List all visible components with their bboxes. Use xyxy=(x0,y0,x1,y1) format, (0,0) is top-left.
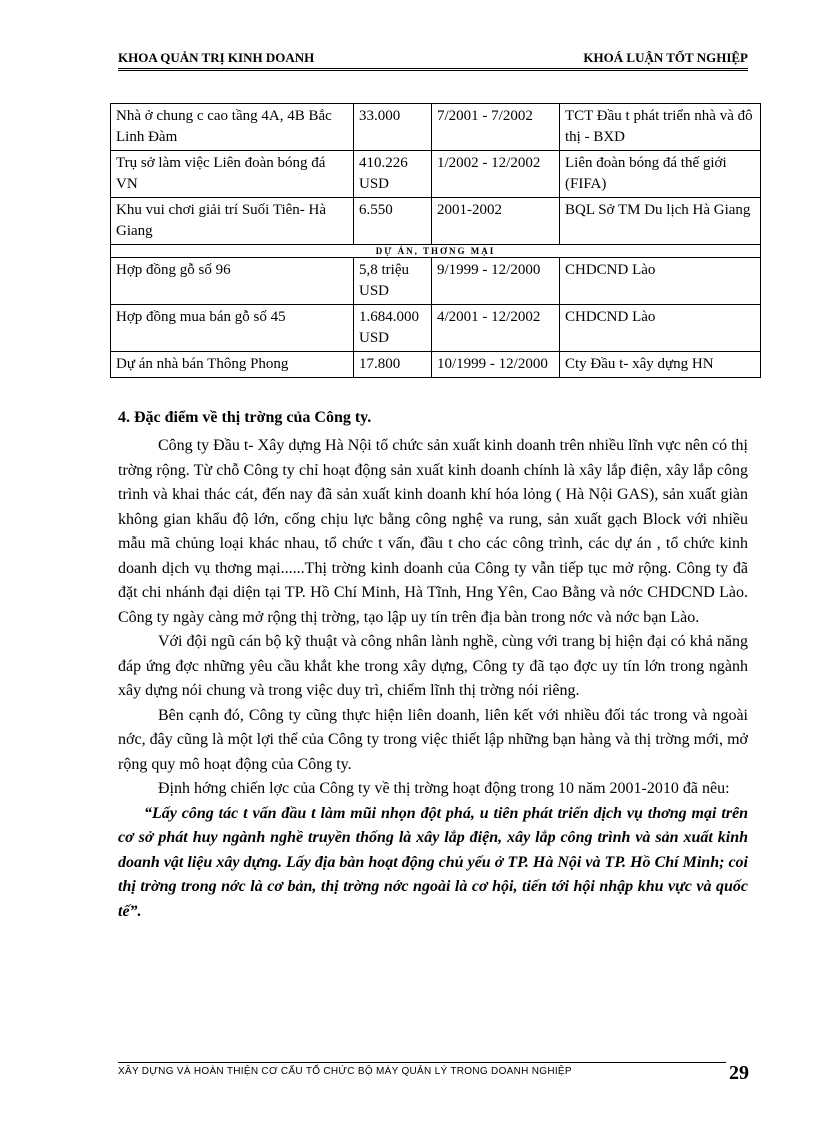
table-row xyxy=(111,305,761,352)
project-period-cell: 1/2002 - 12/2002 xyxy=(432,151,560,198)
project-owner-cell: Cty Đầu t- xây dựng HN xyxy=(560,352,761,378)
header-faculty: KHOA QUẢN TRỊ KINH DOANH xyxy=(118,50,315,65)
project-name-cell: Hợp đồng gỗ số 96 xyxy=(111,258,354,305)
project-name-cell: Dự án nhà bán Thông Phong xyxy=(111,352,354,378)
paragraph: Với đội ngũ cán bộ kỹ thuật và công nhân lành nghề, cùng với trang bị hiện đại có khả năng đáp ứng đợc những yêu cầu khắt khe trong xây dựng, Công ty đã tạo đợc uy tín lớn trong ngành xây dựng nói chung và trong việc duy trì, chiếm lĩnh thị trờng nói riêng. xyxy=(118,633,748,699)
table-row xyxy=(111,104,761,151)
project-name-cell: Trụ sở làm việc Liên đoàn bóng đá VN xyxy=(111,151,354,198)
table-row xyxy=(111,151,761,198)
project-value-cell: 410.226 USD xyxy=(354,151,432,198)
project-owner-cell: CHDCND Lào xyxy=(560,258,761,305)
project-name-cell: Hợp đồng mua bán gỗ số 45 xyxy=(111,305,354,352)
table-row xyxy=(111,258,761,305)
project-owner-cell: Liên đoàn bóng đá thế giới (FIFA) xyxy=(560,151,761,198)
table-row xyxy=(111,352,761,378)
project-value-cell: 6.550 xyxy=(354,198,432,245)
project-period-cell: 9/1999 - 12/2000 xyxy=(432,258,560,305)
strategy-quote: “Lấy công tác t vấn đầu t làm mũi nhọn đột phá, u tiên phát triển dịch vụ thơng mại trên cơ sở phát huy ngành nghề truyền thống là xây lắp điện, xây lắp công trình và sản xuất kinh doanh vật liệu xây dựng. Lấy địa bàn hoạt động chủ yếu ở TP. Hà Nội và TP. Hồ Chí Minh; coi thị trờng trong nớc là cơ bản, thị trờng nớc ngoài là cơ hội, tiến tới hội nhập khu vực và quốc tế”. xyxy=(118,804,748,920)
project-owner-cell: BQL Sở TM Du lịch Hà Giang xyxy=(560,198,761,245)
body-text xyxy=(118,434,748,924)
table-section-label: DỰ ÁN, THƠNG MẠI xyxy=(111,245,761,258)
table-row xyxy=(111,198,761,245)
project-owner-cell: CHDCND Lào xyxy=(560,305,761,352)
project-period-cell: 4/2001 - 12/2002 xyxy=(432,305,560,352)
page-header xyxy=(118,50,748,71)
project-owner-cell: TCT Đầu t phát triển nhà và đô thị - BXD xyxy=(560,104,761,151)
project-period-cell: 2001-2002 xyxy=(432,198,560,245)
project-value-cell: 33.000 xyxy=(354,104,432,151)
project-name-cell: Khu vui chơi giải trí Suối Tiên- Hà Giang xyxy=(111,198,354,245)
paragraph: Định hớng chiến lợc của Công ty về thị trờng hoạt động trong 10 năm 2001-2010 đã nêu: xyxy=(158,780,730,797)
project-value-cell: 5,8 triệu USD xyxy=(354,258,432,305)
project-value-cell: 1.684.000USD xyxy=(354,305,432,352)
project-name-cell: Nhà ở chung c cao tầng 4A, 4B Bắc Linh Đàm xyxy=(111,104,354,151)
project-period-cell: 7/2001 - 7/2002 xyxy=(432,104,560,151)
table-section-row xyxy=(111,245,761,258)
header-thesis: KHOÁ LUẬN TỐT NGHIỆP xyxy=(583,50,748,65)
paragraph: Bên cạnh đó, Công ty cũng thực hiện liên doanh, liên kết với nhiều đối tác trong và ngoài nớc, đây cũng là một lợi thế của Công ty trong việc thiết lập những bạn hàng và thị trờng mới, mở rộng quy mô hoạt động của Công ty. xyxy=(118,706,748,773)
page-footer: XÂY DỰNG VÀ HOÀN THIỆN CƠ CẤU TỔ CHỨC BỘ MÁY QUẢN LÝ TRONG DOANH NGHIỆP xyxy=(118,1062,726,1085)
project-value-cell: 17.800 xyxy=(354,352,432,378)
section-heading: 4. Đặc điểm về thị trờng của Công ty. xyxy=(118,409,372,426)
page-number: 29 xyxy=(729,1062,749,1084)
paragraph: Công ty Đầu t- Xây dựng Hà Nội tổ chức sản xuất kinh doanh trên nhiều lĩnh vực nên có thị trờng rộng. Từ chỗ Công ty chỉ hoạt động sản xuất kinh doanh chính là xây lắp điện, xây lắp công trình và khai thác cát, đến nay đã sản xuất kinh doanh khí hóa lỏng ( Hà Nội GAS), sản xuất giàn không gian khẩu độ lớn, cống chịu lực bằng công nghệ va rung, sản xuất gạch Block với nhiều mẫu mã chủng loại khác nhau, tổ chức t vấn, đầu t cho các công trình, các dự án , tổ chức kinh doanh dịch vụ thơng mại......Thị trờng kinh doanh của Công ty vẫn tiếp tục mở rộng. Công ty đã đặt chi nhánh đại diện tại TP. Hồ Chí Minh, Hà Tĩnh, Hng Yên, Cao Bằng và nớc CHDCND Lào. Công ty ngày càng mở rộng thị trờng, tạo lập uy tín trên địa bàn trong nớc và nớc bạn Lào. xyxy=(118,437,748,626)
project-period-cell: 10/1999 - 12/2000 xyxy=(432,352,560,378)
projects-table xyxy=(110,103,761,378)
